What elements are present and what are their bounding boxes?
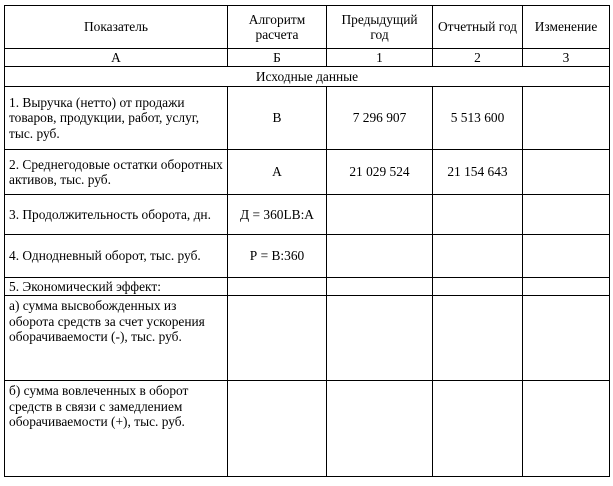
column-codes-row [5, 49, 610, 67]
code-a: А [5, 49, 228, 67]
table-row [5, 150, 610, 195]
previous-year-cell [327, 296, 433, 381]
table-row [5, 278, 610, 296]
change-cell [523, 195, 610, 235]
previous-year-cell: 7 296 907 [327, 87, 433, 150]
algorithm-cell: Д = 360LB:A [228, 195, 327, 235]
table-row [5, 87, 610, 150]
indicator-cell: 2. Среднегодовые остатки оборотных активов, тыс. руб. [5, 150, 228, 195]
change-cell [523, 150, 610, 195]
change-cell [523, 381, 610, 477]
algorithm-cell [228, 381, 327, 477]
header-indicator: Показатель [5, 6, 228, 49]
indicator-cell: 5. Экономический эффект: [5, 278, 228, 296]
table-row [5, 381, 610, 477]
reporting-year-cell: 5 513 600 [433, 87, 523, 150]
change-cell [523, 296, 610, 381]
table-row [5, 235, 610, 278]
change-cell [523, 87, 610, 150]
header-row [5, 6, 610, 49]
indicator-cell: 1. Выручка (нетто) от продажи товаров, продукции, работ, услуг, тыс. руб. [5, 87, 228, 150]
header-algorithm: Алгоритм расчета [228, 6, 327, 49]
reporting-year-cell [433, 381, 523, 477]
code-b: Б [228, 49, 327, 67]
reporting-year-cell: 21 154 643 [433, 150, 523, 195]
previous-year-cell [327, 195, 433, 235]
reporting-year-cell [433, 195, 523, 235]
change-cell [523, 278, 610, 296]
section-title: Исходные данные [5, 67, 610, 87]
algorithm-cell [228, 296, 327, 381]
header-previous-year: Предыдущий год [327, 6, 433, 49]
section-row [5, 67, 610, 87]
reporting-year-cell [433, 278, 523, 296]
header-change: Изменение [523, 6, 610, 49]
previous-year-cell [327, 278, 433, 296]
table-row [5, 195, 610, 235]
reporting-year-cell [433, 235, 523, 278]
table-row [5, 296, 610, 381]
change-cell [523, 235, 610, 278]
indicator-cell: 3. Продолжительность оборота, дн. [5, 195, 228, 235]
code-2: 2 [433, 49, 523, 67]
previous-year-cell: 21 029 524 [327, 150, 433, 195]
previous-year-cell [327, 235, 433, 278]
indicator-cell: а) сумма высвобожденных из оборота средств за счет ускорения оборачиваемости (-), тыс. руб. [5, 296, 228, 381]
indicator-cell: 4. Однодневный оборот, тыс. руб. [5, 235, 228, 278]
code-3: 3 [523, 49, 610, 67]
algorithm-cell: А [228, 150, 327, 195]
indicator-cell: б) сумма вовлеченных в оборот средств в связи с замедлением оборачиваемости (+), тыс. руб. [5, 381, 228, 477]
code-1: 1 [327, 49, 433, 67]
reporting-year-cell [433, 296, 523, 381]
indicators-table [4, 5, 610, 477]
previous-year-cell [327, 381, 433, 477]
algorithm-cell: В [228, 87, 327, 150]
header-reporting-year: Отчетный год [433, 6, 523, 49]
algorithm-cell: Р = В:360 [228, 235, 327, 278]
algorithm-cell [228, 278, 327, 296]
